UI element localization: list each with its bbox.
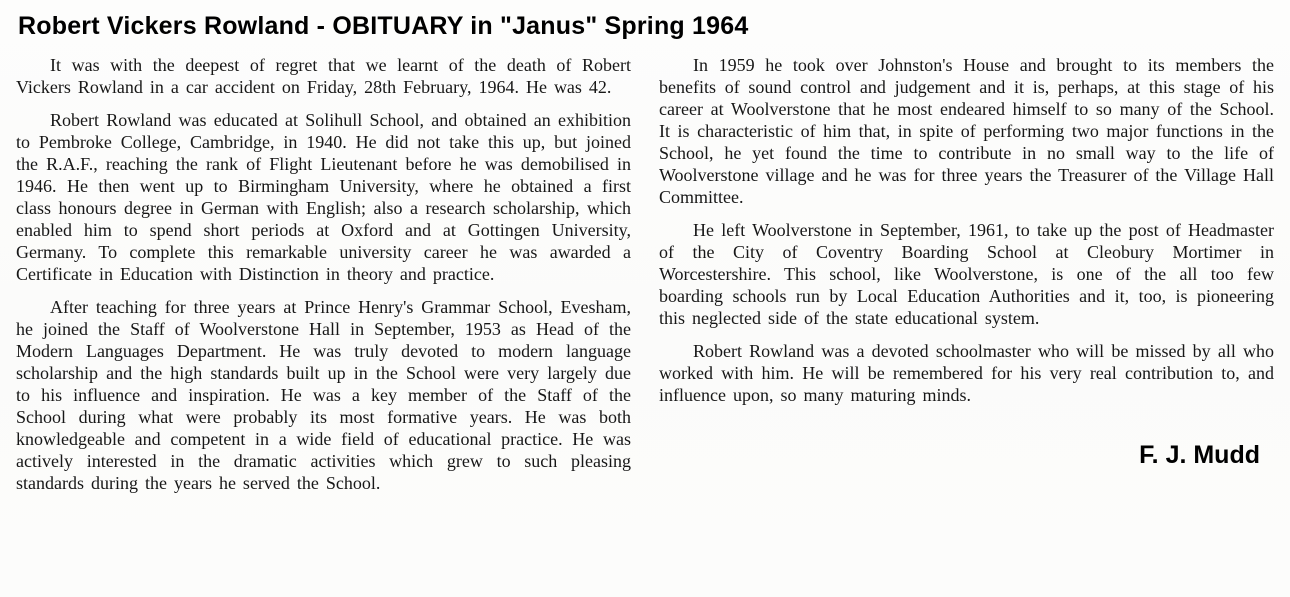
- right-column: [659, 54, 1274, 505]
- right-paragraph-1: In 1959 he took over Johnston's House and brought to its members the benefits of sound control and judgement and it is, perhaps, at this stage of his career at Woolverstone that he most endeared himself to so many of the School. It is characteristic of him that, in spite of performing two major functions in the School, he yet found the time to contribute in no small way to the life of Woolverstone village and he was for three years the Treasurer of the Village Hall Committee.: [659, 55, 1274, 207]
- page-title: Robert Vickers Rowland - OBITUARY in "Janus" Spring 1964: [18, 12, 749, 40]
- left-paragraph-2: Robert Rowland was educated at Solihull School, and obtained an exhibition to Pembroke College, Cambridge, in 1940. He did not take this up, but joined the R.A.F., reaching the rank of Flight Lieutenant before he was demobilised in 1946. He then went up to Birmingham University, where he obtained a first class honours degree in German with English; also a research scholarship, which enabled him to spend short periods at Oxford and at Gottingen University, Germany. To complete this remarkable university career he was awarded a Certificate in Education with Distinction in theory and practice.: [16, 110, 631, 284]
- right-paragraph-2: He left Woolverstone in September, 1961, to take up the post of Headmaster of the City of Coventry Boarding School at Cleobury Mortimer in Worcestershire. This school, like Woolverstone, is one of the all too few boarding schools run by Local Education Authorities and it, too, is pioneering this neglected side of the state educational system.: [659, 220, 1274, 328]
- left-paragraph-3: After teaching for three years at Prince Henry's Grammar School, Evesham, he joined the Staff of Woolverstone Hall in September, 1953 as Head of the Modern Languages Department. He was truly devoted to modern language scholarship and the high standards built up in the School were very largely due to his influence and inspiration. He was a key member of the Staff of the School during what were probably its most formative years. He was both knowledgeable and competent in a wide field of educational practice. He was actively interested in the dramatic activities which grew to such pleasing standards during the years he served the School.: [16, 297, 631, 493]
- two-column-body: [0, 40, 1290, 505]
- left-paragraph-1: It was with the deepest of regret that we learnt of the death of Robert Vickers Rowland in a car accident on Friday, 28th February, 1964. He was 42.: [16, 55, 631, 97]
- left-column: [16, 54, 631, 505]
- right-paragraph-3: Robert Rowland was a devoted schoolmaster who will be missed by all who worked with him. He will be remembered for his very real contribution to, and influence upon, so many maturing minds.: [659, 341, 1274, 405]
- author-signature: F. J. Mudd: [1139, 441, 1260, 469]
